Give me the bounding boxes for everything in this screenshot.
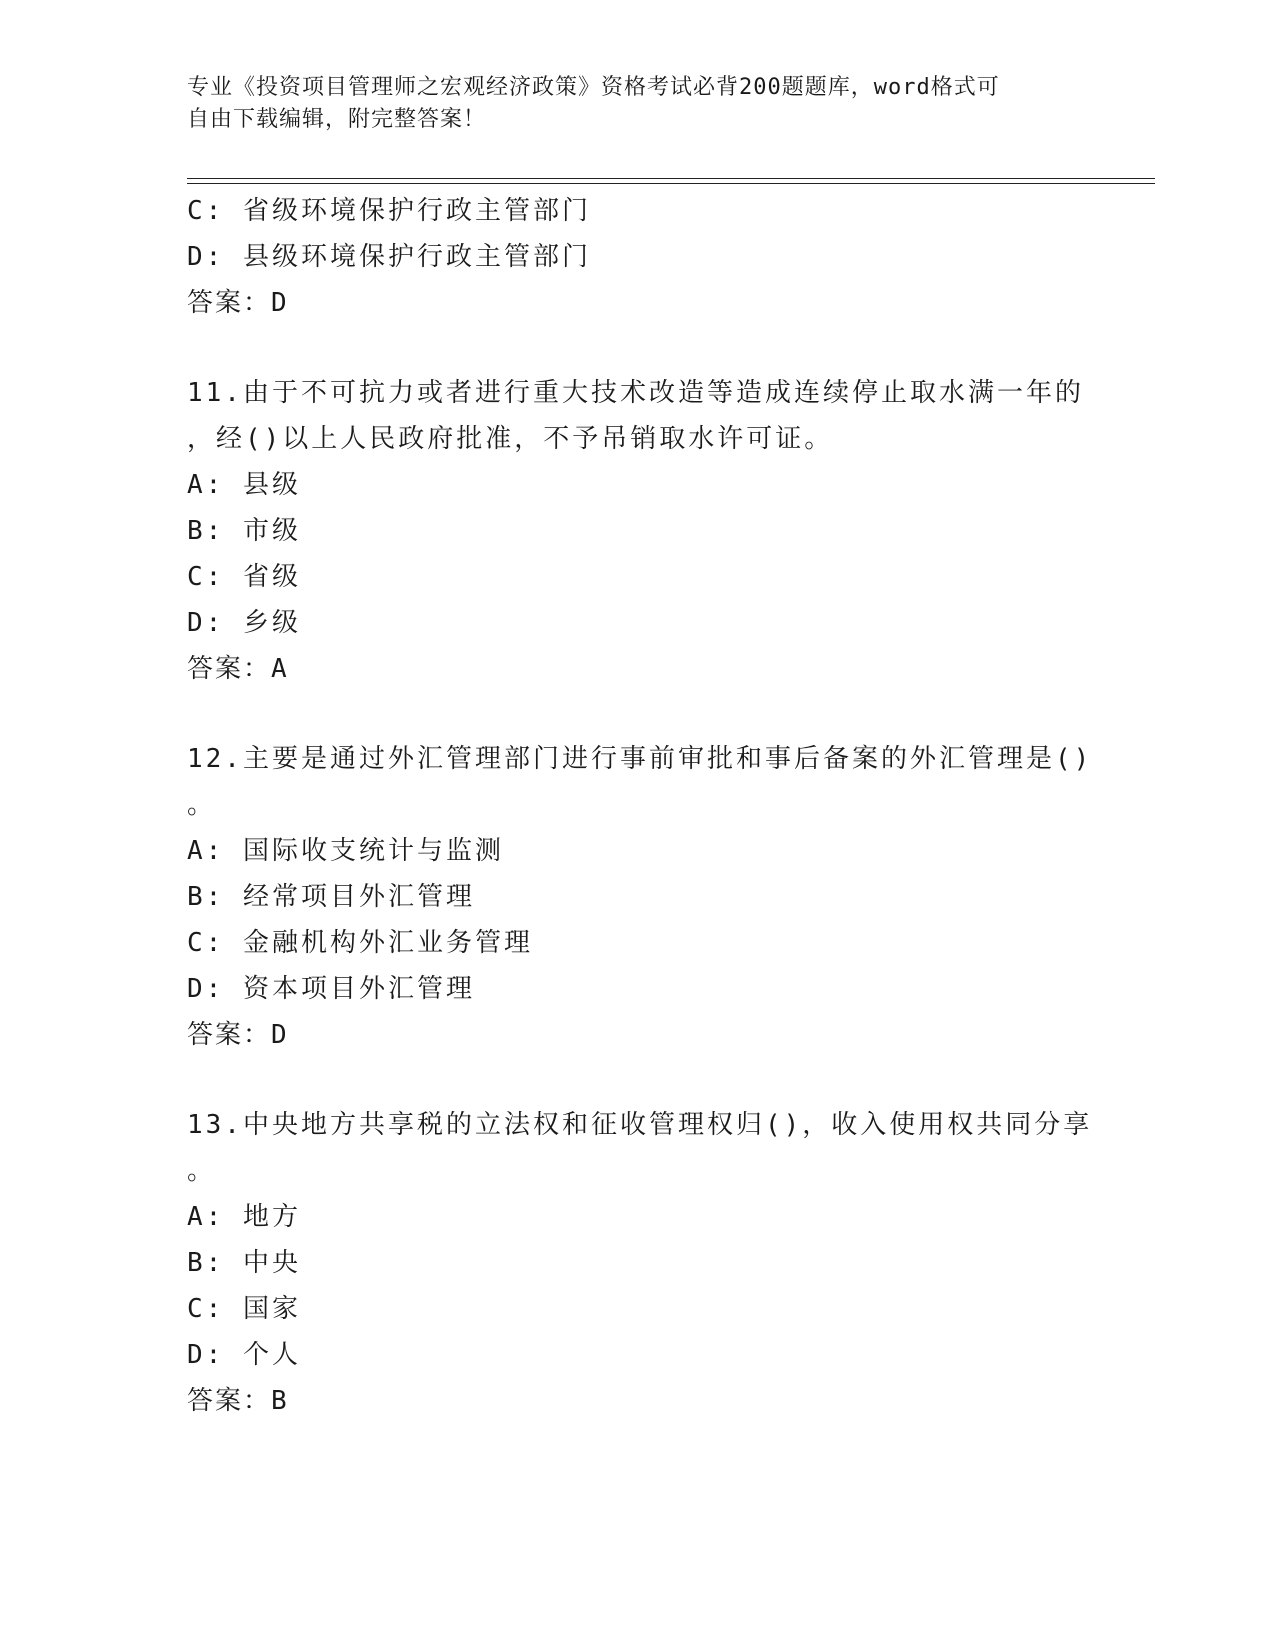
answer-line: 答案：D	[187, 1020, 289, 1050]
option-b: B: 中央	[187, 1248, 301, 1278]
option-b: B: 经常项目外汇管理	[187, 882, 475, 912]
option-a: A: 国际收支统计与监测	[187, 836, 504, 866]
question-spacer	[187, 692, 1087, 736]
question-stem-continued: ，经()以上人民政府批准，不予吊销取水许可证。	[187, 424, 834, 454]
question-spacer	[187, 1058, 1087, 1102]
header-divider-top	[187, 178, 1155, 179]
option-d: D: 个人	[187, 1340, 301, 1370]
question-stem: 12.主要是通过外汇管理部门进行事前审批和事后备案的外汇管理是()	[187, 744, 1093, 774]
option-c: C: 省级环境保护行政主管部门	[187, 196, 591, 226]
option-d: D: 乡级	[187, 608, 301, 638]
question-13	[187, 1102, 1093, 1424]
header-divider-bottom	[187, 183, 1155, 184]
answer-line: 答案：A	[187, 654, 289, 684]
option-c: C: 省级	[187, 562, 301, 592]
option-c: C: 国家	[187, 1294, 301, 1324]
question-12	[187, 736, 1093, 1058]
option-b: B: 市级	[187, 516, 301, 546]
question-stem: 13.中央地方共享税的立法权和征收管理权归()，收入使用权共同分享	[187, 1110, 1093, 1140]
question-stem-continued: 。	[187, 790, 217, 820]
header-line-2: 自由下载编辑，附完整答案！	[187, 107, 487, 132]
question-stem: 11.由于不可抗力或者进行重大技术改造等造成连续停止取水满一年的	[187, 378, 1084, 408]
option-a: A: 县级	[187, 470, 301, 500]
option-d: D: 资本项目外汇管理	[187, 974, 475, 1004]
header-line-1: 专业《投资项目管理师之宏观经济政策》资格考试必背200题题库，word格式可	[187, 75, 1000, 100]
option-a: A: 地方	[187, 1202, 301, 1232]
document-header	[187, 72, 1067, 136]
question-11	[187, 370, 1087, 692]
option-c: C: 金融机构外汇业务管理	[187, 928, 533, 958]
question-10-continued	[187, 188, 1087, 326]
option-d: D: 县级环境保护行政主管部门	[187, 242, 591, 272]
answer-line: 答案：D	[187, 288, 289, 318]
question-spacer	[187, 326, 1087, 370]
question-stem-continued: 。	[187, 1156, 217, 1186]
answer-line: 答案：B	[187, 1386, 289, 1416]
question-list	[187, 188, 1093, 1424]
